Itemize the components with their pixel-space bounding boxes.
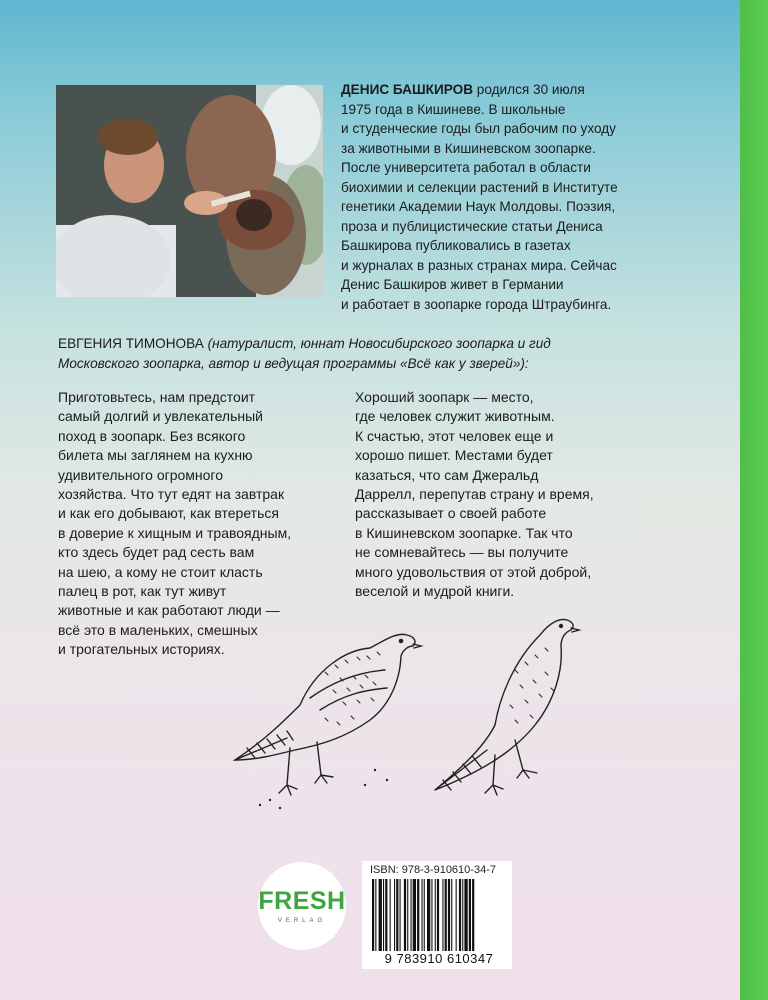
bird-right <box>435 620 579 795</box>
blurb-line: в Кишиневском зоопарке. Так что <box>355 524 573 541</box>
barcode-bar <box>437 879 439 951</box>
barcode-bar <box>404 879 406 951</box>
blurb-line: и трогательных историях. <box>58 641 225 658</box>
barcode-bar <box>424 879 425 951</box>
blurb-line: хозяйства. Что тут едят на завтрак <box>58 486 285 503</box>
barcode-bar <box>411 879 412 951</box>
blurb-line: казаться, что сам Джеральд <box>355 466 539 483</box>
blurb-line: Хороший зоопарк — место, <box>355 389 534 405</box>
blurb-line: всё это в маленьких, смешных <box>58 621 258 638</box>
isbn-barcode <box>362 861 512 969</box>
bio-line: родился 30 июля <box>473 82 585 97</box>
barcode-bar <box>417 879 419 951</box>
bio-line: Денис Башкиров живет в Германии <box>341 277 564 292</box>
barcode-bar <box>385 879 387 951</box>
barcode-bar <box>400 879 401 951</box>
bio-line: и студенческие годы был рабочим по уходу <box>341 121 616 136</box>
blurb-line: много удовольствия от этой доброй, <box>355 563 592 580</box>
blurb-line: хорошо пишет. Местами будет <box>355 447 553 464</box>
blurb-line: удивительного огромного <box>58 466 224 483</box>
blurb-line: где человек служит животным. <box>355 408 555 425</box>
bio-line: генетики Академии Наук Молдовы. Поэзия, <box>341 199 616 214</box>
quote-author-description: (натуралист, юннат Новосибирского зоопарка и гид <box>203 336 551 351</box>
blurb-line: самый долгий и увлекательный <box>58 408 263 425</box>
barcode-bar <box>427 879 430 951</box>
blurb-line: К счастью, этот человек еще и <box>355 427 554 444</box>
barcode-bar <box>375 879 376 951</box>
barcode-bar <box>445 879 447 951</box>
blurb-line: в доверие к хищным и травоядным, <box>58 524 292 541</box>
barcode-bar <box>372 879 374 951</box>
barcode-bar <box>451 879 452 951</box>
publisher-logo <box>258 862 346 950</box>
barcode-bar <box>413 879 416 951</box>
barcode-bar <box>394 879 395 951</box>
barcode-bar <box>390 879 391 951</box>
blurb-line: Даррелл, перепутав страну и время, <box>355 486 594 503</box>
barcode-bar <box>383 879 384 951</box>
publisher-logo-text: FRESH <box>258 887 346 915</box>
blurb-right-column <box>355 388 655 601</box>
barcode-bar <box>456 879 457 951</box>
barcode-bar <box>472 879 474 951</box>
blurb-line: и как его добывают, как втереться <box>58 505 279 522</box>
blurb-line: поход в зоопарк. Без всякого <box>58 427 246 444</box>
barcode-digits: 9 783910 610347 <box>384 951 494 966</box>
blurb-line: рассказывает о своей работе <box>355 505 547 522</box>
quote-author: ЕВГЕНИЯ ТИМОНОВА <box>58 336 204 351</box>
barcode-bar <box>435 879 436 951</box>
isbn-label: ISBN: 978-3-910610-34-7 <box>370 864 496 876</box>
bio-line: Башкирова публиковались в газетах <box>341 238 571 253</box>
bio-line: проза и публицистические статьи Дениса <box>341 218 603 234</box>
barcode-bar <box>469 879 471 951</box>
blurb-line: билета мы заглянем на кухню <box>58 447 253 464</box>
blurb-line: не сомневайтесь — вы получите <box>355 544 569 561</box>
blurb-line: на шею, а кому не стоит класть <box>58 563 263 580</box>
bio-line: После университета работал в области <box>341 160 591 175</box>
barcode-bar <box>422 879 423 951</box>
bio-line: биохимии и селекции растений в Институте <box>341 179 618 195</box>
blurb-line: Приготовьтесь, нам предстоит <box>58 389 256 405</box>
barcode-bar <box>396 879 398 951</box>
author-name: ДЕНИС БАШКИРОВ <box>341 82 474 97</box>
author-bio <box>341 80 711 314</box>
bio-line: за животными в Кишиневском зоопарке. <box>341 140 596 156</box>
blurb-line: кто здесь будет рад сесть вам <box>58 544 255 561</box>
blurb-line: животные и как работают люди — <box>58 602 280 619</box>
barcode-bars <box>372 879 506 951</box>
barcode-bar <box>462 879 463 951</box>
bio-line: 1975 года в Кишиневе. В школьные <box>341 101 566 117</box>
blurb-line: веселой и мудрой книги. <box>355 583 515 600</box>
pheasant-illustration <box>225 610 595 815</box>
quote-author-description: Московского зоопарка, автор и ведущая программы «Всё как у зверей»): <box>58 355 529 371</box>
barcode-bar <box>448 879 450 951</box>
bird-left <box>235 634 421 809</box>
barcode-bar <box>442 879 443 951</box>
barcode-bar <box>459 879 461 951</box>
barcode-bar <box>407 879 408 951</box>
blurb-line: палец в рот, как тут живут <box>58 583 227 600</box>
barcode-bar <box>379 879 382 951</box>
book-spine <box>740 0 768 1000</box>
quote-attribution <box>58 334 718 373</box>
author-photo <box>56 85 323 297</box>
bio-line: и работает в зоопарке города Штраубинга. <box>341 296 612 312</box>
barcode-bar <box>464 879 467 951</box>
bio-line: и журналах в разных странах мира. Сейчас <box>341 257 617 273</box>
publisher-logo-subtext: VERLAG <box>277 918 327 924</box>
barcode-bar <box>431 879 432 951</box>
